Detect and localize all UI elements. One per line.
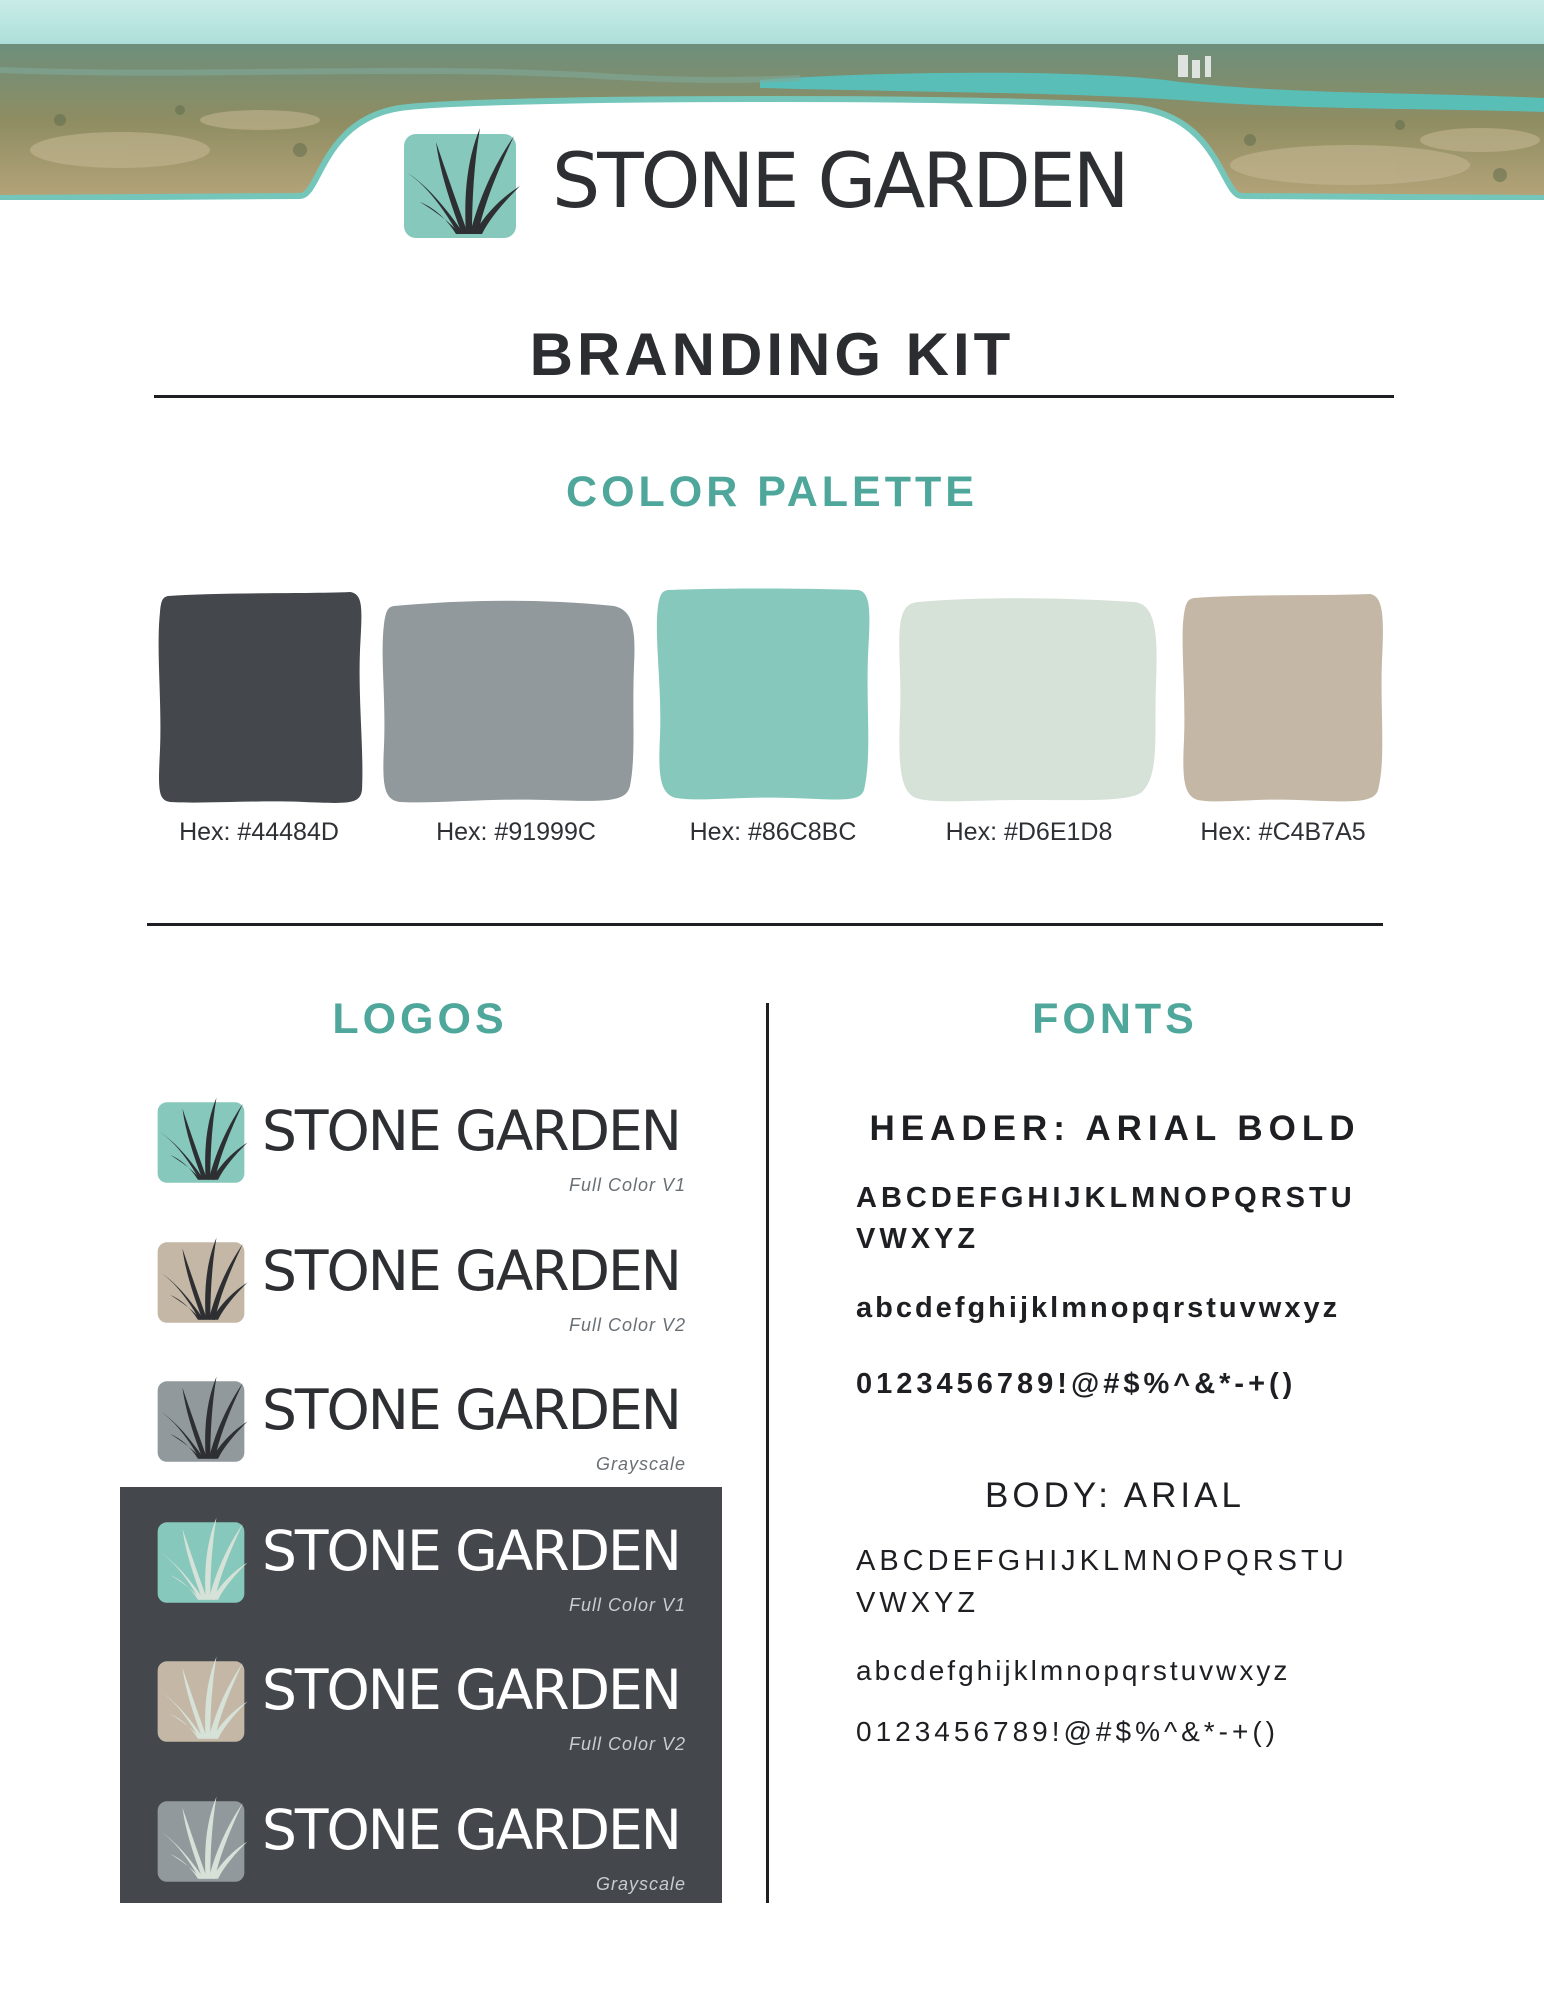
- fonts-heading: FONTS: [1032, 995, 1198, 1043]
- grass-logo-icon: [154, 1372, 248, 1468]
- color-swatch: [1178, 590, 1388, 808]
- color-palette-heading: COLOR PALETTE: [566, 468, 978, 516]
- page-title: BRANDING KIT: [529, 321, 1015, 388]
- grass-logo-icon: [154, 1513, 248, 1609]
- logo-variant-caption: Full Color V1: [568, 1595, 686, 1615]
- logo-variant-caption: Grayscale: [595, 1454, 686, 1474]
- header-logo: [400, 118, 1160, 258]
- logo-variant-caption: Full Color V2: [568, 1315, 686, 1335]
- swatch-hex-label: Hex: #D6E1D8: [945, 818, 1113, 846]
- header-font-uppercase: VWXYZ: [856, 1223, 980, 1255]
- logo-wordmark: STONE GARDEN: [262, 1658, 680, 1722]
- logo-variant: [150, 1784, 710, 1914]
- logo-variant-caption: Grayscale: [595, 1874, 686, 1894]
- swatch-hex-label: Hex: #86C8BC: [689, 818, 857, 846]
- logo-wordmark: STONE GARDEN: [262, 1519, 680, 1583]
- body-font-lowercase: abcdefghijklmnopqrstuvwxyz: [856, 1655, 1291, 1686]
- color-swatch: [894, 594, 1164, 808]
- header-font-symbols: 0123456789!@#$%^&*-+(): [856, 1368, 1297, 1400]
- color-swatch: [154, 590, 366, 808]
- logo-wordmark: STONE GARDEN: [262, 1099, 680, 1163]
- body-font-label: BODY: ARIAL: [985, 1476, 1245, 1515]
- palette-divider: [147, 923, 1383, 926]
- swatch-hex-label: Hex: #C4B7A5: [1200, 818, 1366, 846]
- color-swatch: [378, 596, 640, 808]
- color-swatch: [652, 586, 878, 806]
- logo-wordmark: STONE GARDEN: [262, 1378, 680, 1442]
- logo-variant: [150, 1225, 710, 1355]
- logo-wordmark: STONE GARDEN: [262, 1798, 680, 1862]
- logo-variant-caption: Full Color V1: [568, 1175, 686, 1195]
- header-font-lowercase: abcdefghijklmnopqrstuvwxyz: [856, 1292, 1341, 1324]
- logos-heading: LOGOS: [332, 995, 508, 1043]
- body-font-uppercase: ABCDEFGHIJKLMNOPQRSTU: [856, 1545, 1348, 1577]
- logo-variant: [150, 1505, 710, 1635]
- header-font-label: HEADER: ARIAL BOLD: [869, 1109, 1361, 1148]
- grass-logo-icon: [154, 1652, 248, 1748]
- column-divider: [766, 1003, 769, 1903]
- logo-variant: [150, 1085, 710, 1215]
- body-font-symbols: 0123456789!@#$%^&*-+(): [856, 1716, 1280, 1747]
- grass-logo-icon: [154, 1233, 248, 1329]
- brand-wordmark: STONE GARDEN: [552, 136, 1127, 225]
- grass-logo-icon: [400, 122, 520, 246]
- header-font-uppercase: ABCDEFGHIJKLMNOPQRSTU: [856, 1182, 1356, 1214]
- logo-variant: [150, 1364, 710, 1494]
- swatch-hex-label: Hex: #91999C: [436, 818, 596, 846]
- logo-variant-caption: Full Color V2: [568, 1734, 686, 1754]
- title-divider: [154, 395, 1394, 398]
- grass-logo-icon: [154, 1792, 248, 1888]
- logo-wordmark: STONE GARDEN: [262, 1239, 680, 1303]
- logo-variant: [150, 1644, 710, 1774]
- swatch-hex-label: Hex: #44484D: [179, 818, 339, 846]
- body-font-uppercase: VWXYZ: [856, 1587, 980, 1619]
- grass-logo-icon: [154, 1093, 248, 1189]
